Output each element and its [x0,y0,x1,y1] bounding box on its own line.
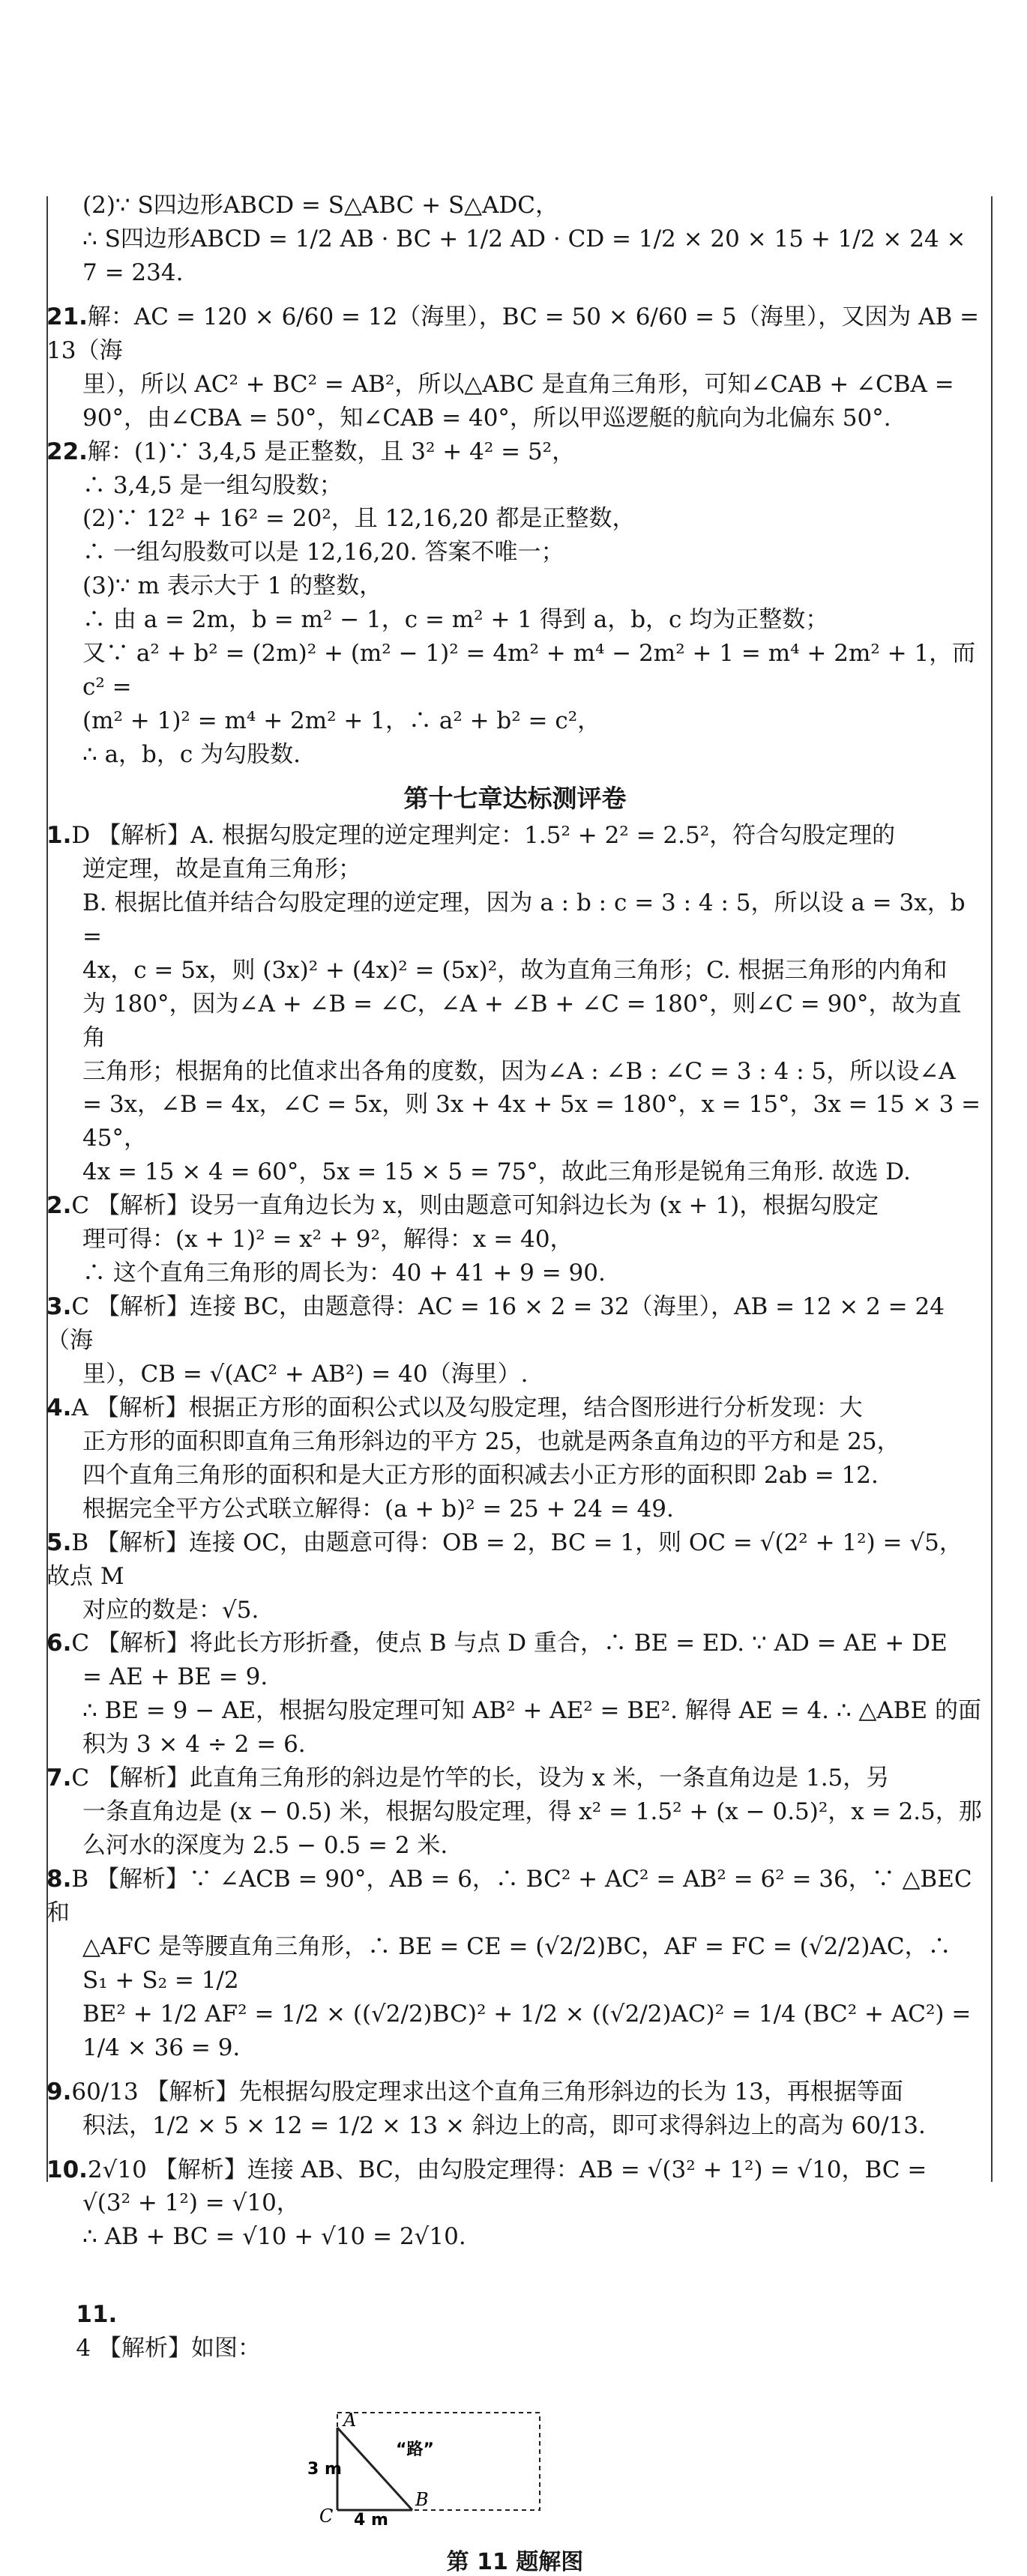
answer-line [46,469,984,503]
answer-line [46,368,984,402]
answer-line [46,2220,984,2254]
line-text: C 【解析】连接 BC，由题意得：AC = 16 × 2 = 32（海里），AB = 12 × 2 = 24（海 [46,1293,945,1354]
path-diagram [307,2405,555,2525]
answer-line [46,223,984,290]
line-text: 里），CB = √(AC² + AB²) = 40（海里）. [82,1360,528,1388]
answer-line [46,1998,984,2065]
question-line [46,1526,984,1594]
question-number: 21. [46,303,88,330]
question-line [46,1189,984,1223]
point-c-label: C [319,2506,334,2526]
line-text: = 3x，∠B = 4x，∠C = 5x，则 3x + 4x + 5x = 180°，x = 15°，3x = 15 × 3 = 45°， [82,1091,988,1152]
answer-line [46,1088,988,1155]
question-line [46,1391,984,1425]
line-text: (m² + 1)² = m⁴ + 2m² + 1，∴ a² + b² = c²， [82,707,601,735]
answer-line [46,1155,984,1189]
line-text: ∴ BE = 9 − AE，根据勾股定理可知 AB² + AE² = BE². 解得 AE = 4. ∴ △ABE 的面 [82,1697,981,1725]
question-line [46,1627,984,1660]
answer-line [46,1728,984,1762]
answer-line [46,738,984,772]
question-line [46,2075,984,2109]
line-text: △AFC 是等腰直角三角形，∴ BE = CE = (√2/2)BC，AF = FC = (√2/2)AC，∴ S₁ + S₂ = 1/2 [82,1932,959,1994]
height-label: 3 m [307,2460,342,2479]
answer-line [46,1223,984,1257]
line-text: 三角形；根据角的比值求出各角的度数，因为∠A : ∠B : ∠C = 3 : 4 : 5，所以设∠A [82,1057,956,1085]
question-line [46,1762,984,1795]
answer-line [46,2186,984,2220]
answer-line [46,886,984,954]
line-text: ∴ a，b，c 为勾股数. [82,741,301,768]
question-line [46,1290,984,1358]
figure-11 [82,2405,984,2540]
line-text: 解：AC = 120 × 6/60 = 12（海里），BC = 50 × 6/60 = 5（海里），又因为 AB = 13（海 [46,303,987,364]
line-text: = AE + BE = 9. [82,1663,268,1691]
line-text: C 【解析】将此长方形折叠，使点 B 与点 D 重合，∴ BE = ED. ∵ AD = AE + DE [71,1630,948,1657]
answer-line [46,1694,984,1728]
line-text: B 【解析】∵ ∠ACB = 90°，AB = 6，∴ BC² + AC² = AB² = 6² = 36，∵ △BEC 和 [46,1866,980,1926]
question-text: 4 【解析】如图： [76,2335,261,2362]
question-number: 8. [46,1866,72,1893]
line-text: 解：(1)∵ 3,4,5 是正整数，且 3² + 4² = 5²， [87,438,576,465]
line-text: 根据完全平方公式联立解得：(a + b)² = 25 + 24 = 49. [82,1495,674,1523]
question-number: 9. [46,2078,72,2105]
question-line [46,819,984,853]
line-text: 60/13 【解析】先根据勾股定理求出这个直角三角形斜边的长为 13，再根据等面 [71,2078,903,2105]
line-text: 一条直角边是 (x − 0.5) 米，根据勾股定理，得 x² = 1.5² + (x − 0.5)²，x = 2.5，那 [82,1798,982,1826]
answer-line [46,1829,984,1863]
line-text: 4x = 15 × 4 = 60°，5x = 15 × 5 = 75°，故此三角形是锐角三角形. 故选 D. [82,1158,911,1186]
width-label: 4 m [354,2511,388,2526]
answer-line [46,1358,984,1391]
line-text: 90°，由∠CBA = 50°，知∠CAB = 40°，所以甲巡逻艇的航向为北偏东 50°. [82,404,891,432]
figure-caption: 第 11 题解图 [446,2549,584,2576]
answer-line [46,502,984,536]
chapter-heading: 第十七章达标测评卷 [403,783,627,813]
answer-line [46,402,984,435]
question-number: 10. [46,2156,88,2183]
line-text: B. 根据比值并结合勾股定理的逆定理，因为 a : b : c = 3 : 4 : 5，所以设 a = 3x，b = [82,889,973,950]
line-text: C 【解析】此直角三角形的斜边是竹竿的长，设为 x 米，一条直角边是 1.5，另 [71,1765,890,1792]
line-text: A 【解析】根据正方形的面积公式以及勾股定理，结合图形进行分析发现：大 [71,1394,863,1421]
answer-line [46,1930,984,1998]
answer-page [46,189,988,2576]
line-text: ∴ 由 a = 2m，b = m² − 1，c = m² + 1 得到 a，b，c 均为正整数； [82,606,829,634]
question-11 [46,2264,984,2399]
answer-line [46,1459,984,1493]
line-text: (3)∵ m 表示大于 1 的整数， [82,572,383,600]
question-number: 7. [46,1765,72,1792]
point-a-label: A [343,2410,357,2431]
answer-line [46,603,984,637]
question-line [46,2153,984,2187]
right-margin-rule [991,196,993,2182]
line-text: 四个直角三角形的面积和是大正方形的面积减去小正方形的面积即 2ab = 12. [82,1461,879,1489]
line-text: 么河水的深度为 2.5 − 0.5 = 2 米. [82,1832,448,1860]
question-line [46,435,984,469]
line-text: ∴ 一组勾股数可以是 12,16,20. 答案不唯一； [82,539,564,566]
line-text: 为 180°，因为∠A + ∠B = ∠C，∠A + ∠B + ∠C = 180°，则∠C = 90°，故为直角 [82,990,962,1051]
point-b-label: B [415,2489,429,2511]
road-label: “路” [396,2440,434,2460]
question-number: 5. [46,1529,72,1556]
answer-line [46,704,984,738]
answer-line [46,536,984,569]
question-number: 4. [46,1394,72,1421]
line-text: ∴ 3,4,5 是一组勾股数； [82,471,343,499]
answer-line [46,853,984,886]
line-text: 对应的数是：√5. [82,1596,259,1624]
answer-line [46,954,984,988]
answer-line [46,988,984,1055]
line-text: (2)∵ 12² + 16² = 20²，且 12,16,20 都是正整数， [82,505,636,533]
answer-line [46,569,984,603]
line-text: 逆定理，故是直角三角形； [82,855,361,883]
question-number: 6. [46,1630,72,1657]
answer-line [46,1055,984,1089]
line-text: (2)∵ S四边形ABCD = S△ABC + S△ADC， [82,192,558,219]
question-number: 22. [46,438,88,465]
line-text: C 【解析】设另一直角边长为 x，则由题意可知斜边长为 (x + 1)，根据勾股定 [71,1192,879,1220]
answer-line [46,1660,984,1694]
question-number: 2. [46,1192,72,1220]
answer-line [46,1594,984,1627]
line-text: 里），所以 AC² + BC² = AB²，所以△ABC 是直角三角形，可知∠CAB + ∠CBA = [82,370,954,398]
question-number: 11. [76,2301,118,2329]
answer-line [46,1795,984,1829]
line-text: 积为 3 × 4 ÷ 2 = 6. [82,1731,306,1759]
answer-line [46,1425,984,1459]
line-text: 正方形的面积即直角三角形斜边的平方 25，也就是两条直角边的平方和是 25， [82,1427,900,1455]
question-line [46,1863,984,1930]
question-line [46,300,987,368]
answer-line [46,2109,984,2143]
line-text: 2√10 【解析】连接 AB、BC，由勾股定理得：AB = √(3² + 1²) = √10，BC = [87,2156,927,2183]
line-text: √(3² + 1²) = √10， [82,2189,300,2217]
line-text: ∴ S四边形ABCD = 1/2 AB · BC + 1/2 AD · CD = 1/2 × 20 × 15 + 1/2 × 24 × 7 = 234. [82,225,974,286]
line-text: B 【解析】连接 OC，由题意可得：OB = 2，BC = 1，则 OC = √(2² + 1²) = √5，故点 M [46,1529,963,1590]
answer-line [46,1257,984,1290]
line-text: 又∵ a² + b² = (2m)² + (m² − 1)² = 4m² + m⁴ − 2m² + 1 = m⁴ + 2m² + 1，而 c² = [82,640,984,701]
answer-line [46,637,984,704]
line-text: D 【解析】A. 根据勾股定理的逆定理判定：1.5² + 2² = 2.5²，符合勾股定理的 [71,821,896,849]
line-text: 4x，c = 5x，则 (3x)² + (4x)² = (5x)²，故为直角三角形；C. 根据三角形的内角和 [82,956,948,984]
line-text: ∴ AB + BC = √10 + √10 = 2√10. [82,2223,466,2251]
answer-line [46,1493,984,1526]
answer-lines [46,189,988,2254]
question-number: 1. [46,821,72,849]
line-text: ∴ 这个直角三角形的周长为：40 + 41 + 9 = 90. [82,1260,606,1287]
line-text: 积法，1/2 × 5 × 12 = 1/2 × 13 × 斜边上的高，即可求得斜边上的高为 60/13. [82,2111,926,2139]
answer-line [46,189,984,223]
line-text: BE² + 1/2 AF² = 1/2 × ((√2/2)BC)² + 1/2 × ((√2/2)AC)² = 1/4 (BC² + AC²) = 1/4 × 36 = 9. [82,2000,979,2061]
question-number: 3. [46,1293,72,1321]
line-text: 理可得：(x + 1)² = x² + 9²，解得：x = 40， [82,1226,573,1254]
